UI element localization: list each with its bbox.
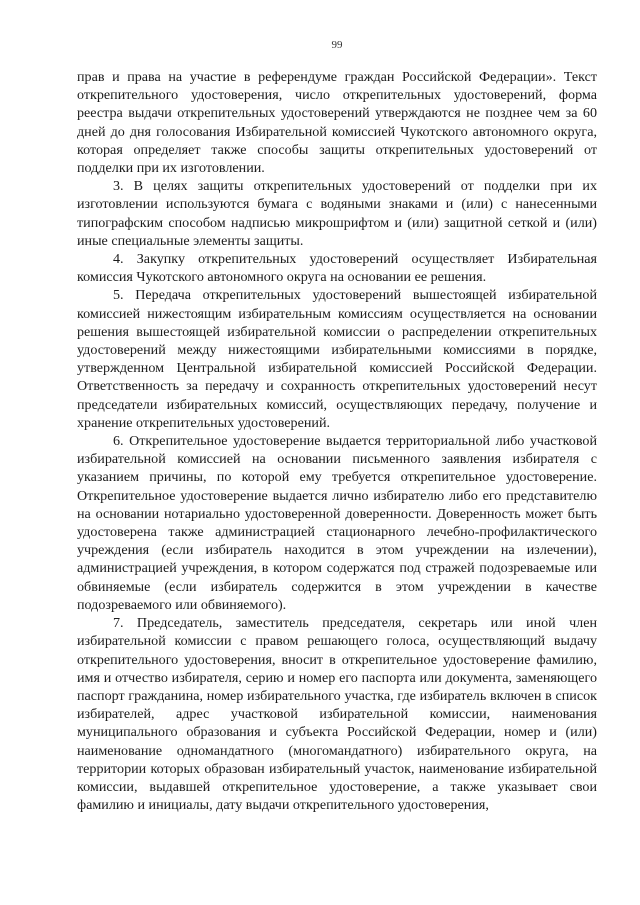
paragraph-item-5: 5. Передача открепительных удостоверений вышестоящей избирательной комиссией нижестоящим избирательным комиссиям осуществляется на основании решения вышестоящей избирательной комиссии о распределении открепительных удостоверений между нижестоящими избирательными комиссиями в порядке, утвержденном Центральной избирательной комиссией Российской Федерации. Ответственность за передачу и сохранность открепительных удостоверений несут председатели избирательных комиссий, осуществляющих передачу, получение и хранение открепительных удостоверений. (77, 287, 597, 431)
paragraph-item-7: 7. Председатель, заместитель председателя, секретарь или иной член избирательной комиссии с правом решающего голоса, осуществляющий выдачу открепительного удостоверения, вносит в открепительное удостоверение фамилию, имя и отчество избирателя, серию и номер его паспорта или документа, заменяющего паспорт гражданина, номер избирательного участка, где избиратель включен в список избирателей, адрес участковой избирательной комиссии, наименования муниципального образования и субъекта Российской Федерации, номер и (или) наименование одномандатного (многомандатного) избирательного округа, на территории которых образован избирательный участок, наименование избирательной комиссии, выдавшей открепительное удостоверение, а также указывает свои фамилию и инициалы, дату выдачи открепительного удостоверения, (77, 615, 597, 814)
paragraph-continuation: прав и права на участие в референдуме граждан Российской Федерации». Текст открепительного удостоверения, число открепительных удостоверений, форма реестра выдачи открепительных удостоверений утверждаются не позднее чем за 60 дней до дня голосования Избирательной комиссией Чукотского автономного округа, которая определяет также способы защиты открепительных удостоверений от подделки при их изготовлении. (77, 69, 597, 177)
paragraph-item-6: 6. Открепительное удостоверение выдается территориальной либо участковой избирательной комиссией на основании письменного заявления избирателя с указанием причины, по которой ему требуется открепительное удостоверение. Открепительное удостоверение выдается лично избирателю либо его представителю на основании нотариально удостоверенной доверенности. Доверенность может быть удостоверена также администрацией стационарного лечебно-профилактического учреждения (если избиратель находится в этом учреждении на излечении), администрацией учреждения, в котором содержатся под стражей подозреваемые или обвиняемые (если избиратель содержится в этом учреждении в качестве подозреваемого или обвиняемого). (77, 433, 597, 613)
paragraph-item-3: 3. В целях защиты открепительных удостоверений от подделки при их изготовлении используются бумага с водяными знаками и (или) с нанесенными типографским способом надписью микрошрифтом и (или) защитной сеткой и (или) иные специальные элементы защиты. (77, 178, 597, 249)
page-number: 99 (331, 39, 343, 51)
document-page (77, 38, 597, 814)
paragraph-item-4: 4. Закупку открепительных удостоверений осуществляет Избирательная комиссия Чукотского автономного округа на основании ее решения. (77, 251, 597, 286)
